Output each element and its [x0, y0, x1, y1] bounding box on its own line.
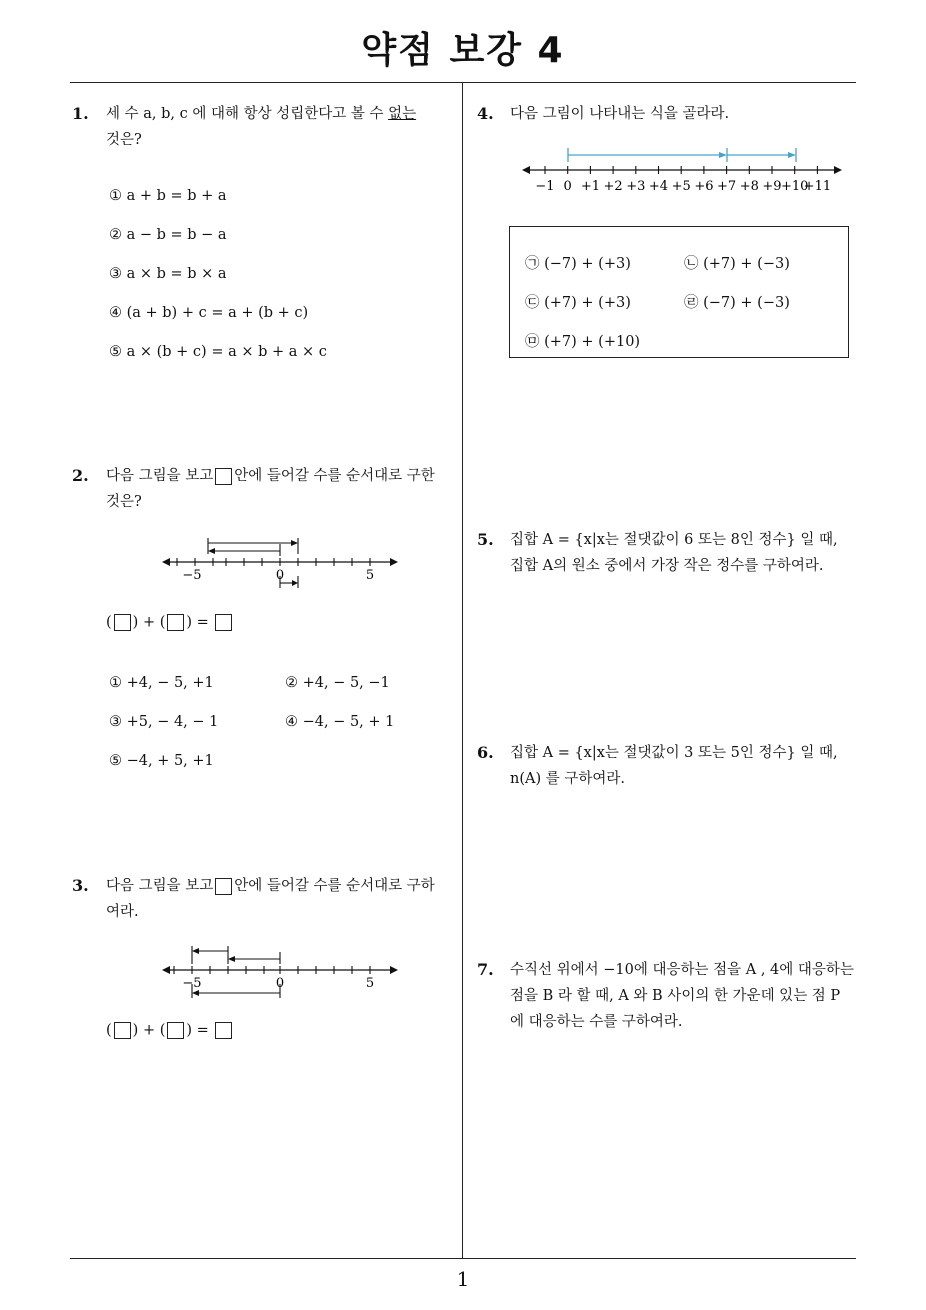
column-divider	[462, 82, 463, 1258]
axis-label-0: 0	[275, 976, 285, 991]
bottom-rule	[70, 1258, 856, 1259]
top-rule	[70, 82, 856, 83]
blank-box	[114, 614, 131, 631]
question-text-tail: 것은?	[106, 132, 142, 148]
question-text-main: 다음 그림을 보고	[106, 878, 214, 894]
axis-label: +7	[717, 179, 737, 194]
question-text-tail: 것은?	[106, 494, 142, 510]
blank-box	[215, 468, 232, 485]
question-text-mid: 안에 들어갈 수를 순서대로 구하	[234, 878, 435, 894]
option-giyeok[interactable]: ㉠ (−7) + (+3)	[525, 256, 631, 272]
question-number: 5.	[477, 530, 494, 549]
page-number: 1	[456, 1267, 470, 1291]
question-text-main: 다음 그림을 보고	[106, 468, 214, 484]
axis-label: −1	[535, 179, 555, 194]
question-text-main: 세 수 a, b, c 에 대해 항상 성립한다고 볼 수	[106, 106, 389, 122]
choice-3[interactable]: ③ a × b = b × a	[109, 266, 227, 282]
option-nieun[interactable]: ㉡ (+7) + (−3)	[684, 256, 790, 272]
choice-2[interactable]: ② +4, − 5, −1	[285, 675, 390, 691]
question-number: 1.	[72, 104, 89, 123]
question-text: 집합 A = {x|x는 절댓값이 6 또는 8인 정수} 일 때, 집합 A의 원소 중에서 가장 작은 정수를 구하여라.	[510, 532, 838, 574]
choice-3[interactable]: ③ +5, − 4, − 1	[109, 714, 219, 730]
axis-label: +2	[603, 179, 623, 194]
option-rieul[interactable]: ㉣ (−7) + (−3)	[684, 295, 790, 311]
axis-label-neg5: −5	[182, 976, 202, 991]
axis-label: +5	[671, 179, 691, 194]
question-text: 다음 그림이 나타내는 식을 골라라.	[510, 106, 730, 122]
page-title: 약점 보강 4	[361, 30, 565, 71]
question-text	[106, 873, 466, 925]
question-number: 7.	[477, 960, 494, 979]
number-line-figure	[160, 532, 400, 592]
choice-5[interactable]: ⑤ a × (b + c) = a × b + a × c	[109, 344, 327, 360]
blank-equation: ( ) + ( ) =	[106, 1022, 234, 1039]
blank-box	[215, 878, 232, 895]
choice-2[interactable]: ② a − b = b − a	[109, 227, 227, 243]
question-text	[106, 101, 458, 153]
question-number: 6.	[477, 743, 494, 762]
choice-1[interactable]: ① +4, − 5, +1	[109, 675, 214, 691]
blank-equation: ( ) + ( ) =	[106, 614, 234, 631]
question-text: 집합 A = {x|x는 절댓값이 3 또는 5인 정수} 일 때, n(A) 를 구하여라.	[510, 745, 838, 787]
axis-label: +4	[648, 179, 669, 194]
axis-label-0: 0	[275, 568, 285, 583]
axis-label: 0	[563, 179, 572, 194]
question-text	[106, 463, 466, 515]
axis-label: +10	[780, 179, 809, 194]
axis-label: +11	[803, 179, 832, 194]
blank-box	[167, 1022, 184, 1039]
number-line-figure	[160, 942, 400, 1002]
question-text-mid: 안에 들어갈 수를 순서대로 구한	[234, 468, 435, 484]
option-digeut[interactable]: ㉢ (+7) + (+3)	[525, 295, 631, 311]
option-mieum[interactable]: ㉤ (+7) + (+10)	[525, 334, 641, 350]
axis-label-5: 5	[365, 568, 375, 583]
choice-5[interactable]: ⑤ −4, + 5, +1	[109, 753, 214, 769]
question-text-tail: 여라.	[106, 904, 139, 920]
axis-label-neg5: −5	[182, 568, 202, 583]
axis-label-5: 5	[365, 976, 375, 991]
question-number: 3.	[72, 876, 89, 895]
blank-box	[167, 614, 184, 631]
underlined-word: 없는	[388, 106, 417, 122]
axis-label: +8	[739, 179, 759, 194]
question-number: 2.	[72, 466, 89, 485]
axis-label: +6	[694, 179, 714, 194]
question-number: 4.	[477, 104, 494, 123]
blank-box	[114, 1022, 131, 1039]
choice-4[interactable]: ④ (a + b) + c = a + (b + c)	[109, 305, 309, 321]
question-text: 수직선 위에서 −10에 대응하는 점을 A , 4에 대응하는 점을 B 라 할 때, A 와 B 사이의 한 가운데 있는 점 P 에 대응하는 수를 구하여라.	[510, 962, 854, 1030]
number-line-figure	[520, 140, 845, 198]
axis-label: +3	[626, 179, 646, 194]
choice-4[interactable]: ④ −4, − 5, + 1	[285, 714, 395, 730]
blank-box	[215, 614, 232, 631]
axis-label: +9	[762, 179, 782, 194]
choice-1[interactable]: ① a + b = b + a	[109, 188, 227, 204]
blank-box	[215, 1022, 232, 1039]
axis-label: +1	[580, 179, 600, 194]
